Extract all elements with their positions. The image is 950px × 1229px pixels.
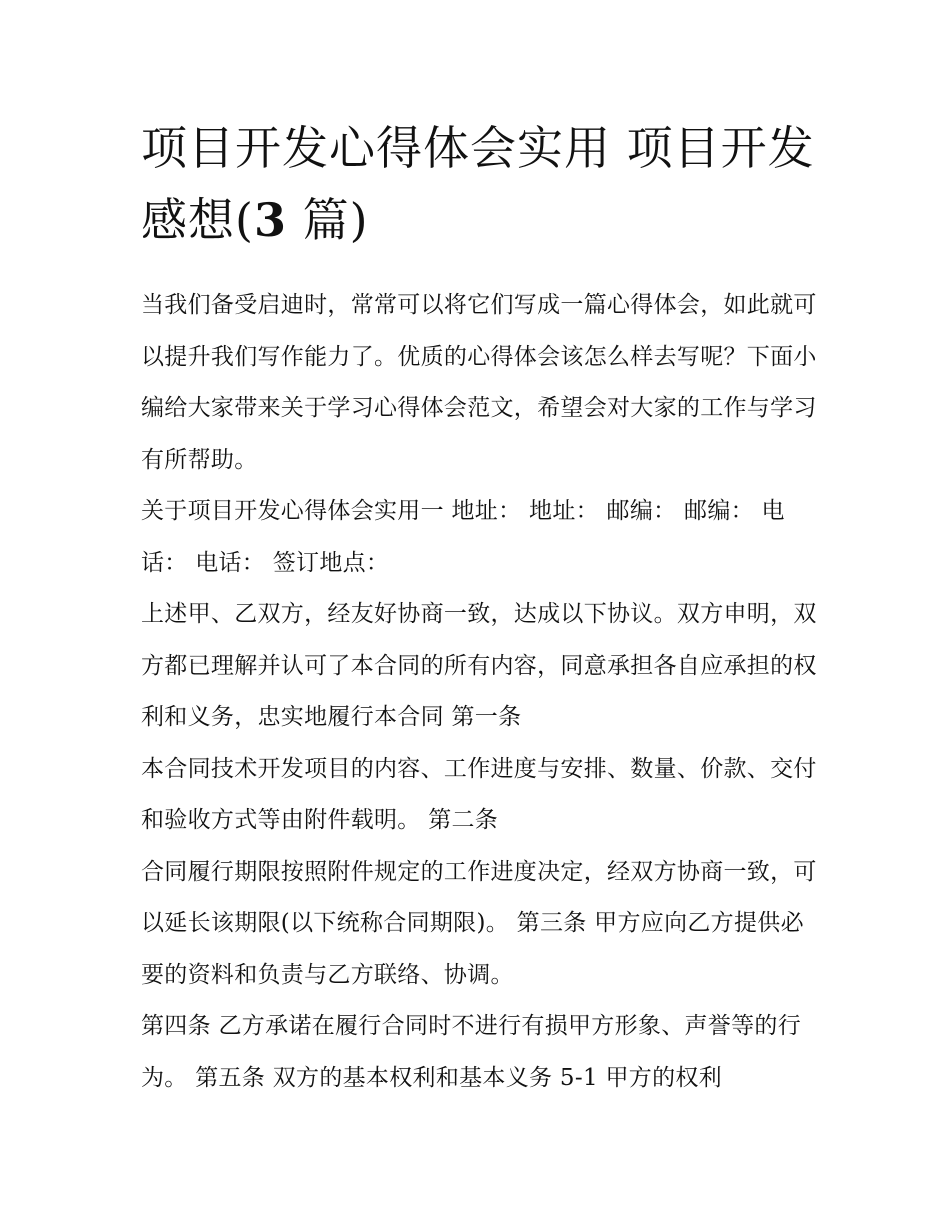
title-count: 3	[253, 193, 287, 247]
title-text-part1: 项目开发心得体会实用 项目开发感想(	[141, 121, 815, 247]
article-paragraph-1: 本合同技术开发项目的内容、工作进度与安排、数量、价款、交付和验收方式等由附件载明。 第二条	[141, 755, 817, 833]
intro-paragraph: 当我们备受启迪时，常常可以将它们写成一篇心得体会，如此就可以提升我们写作能力了。优质的心得体会该怎么样去写呢？下面小编给大家带来关于学习心得体会范文，希望会对大家的工作与学习有所帮助。	[141, 292, 817, 473]
document-title	[141, 112, 821, 256]
title-text-part2: 篇)	[286, 193, 369, 247]
document-body	[141, 112, 821, 1104]
article-paragraph-2: 合同履行期限按照附件规定的工作进度决定，经双方协商一致，可以延长该期限(以下统称合同期限)。 第三条 甲方应向乙方提供必要的资料和负责与乙方联络、协调。	[141, 858, 817, 988]
address-line: 关于项目开发心得体会实用一 地址： 地址： 邮编： 邮编： 电话： 电话： 签订地点：	[141, 498, 785, 576]
article-paragraph-3: 第四条 乙方承诺在履行合同时不进行有损甲方形象、声誉等的行为。 第五条 双方的基本权利和基本义务 5-1 甲方的权利	[141, 1013, 802, 1091]
agreement-paragraph: 上述甲、乙双方，经友好协商一致，达成以下协议。双方申明，双方都已理解并认可了本合同的所有内容，同意承担各自应承担的权利和义务，忠实地履行本合同 第一条	[141, 601, 817, 730]
